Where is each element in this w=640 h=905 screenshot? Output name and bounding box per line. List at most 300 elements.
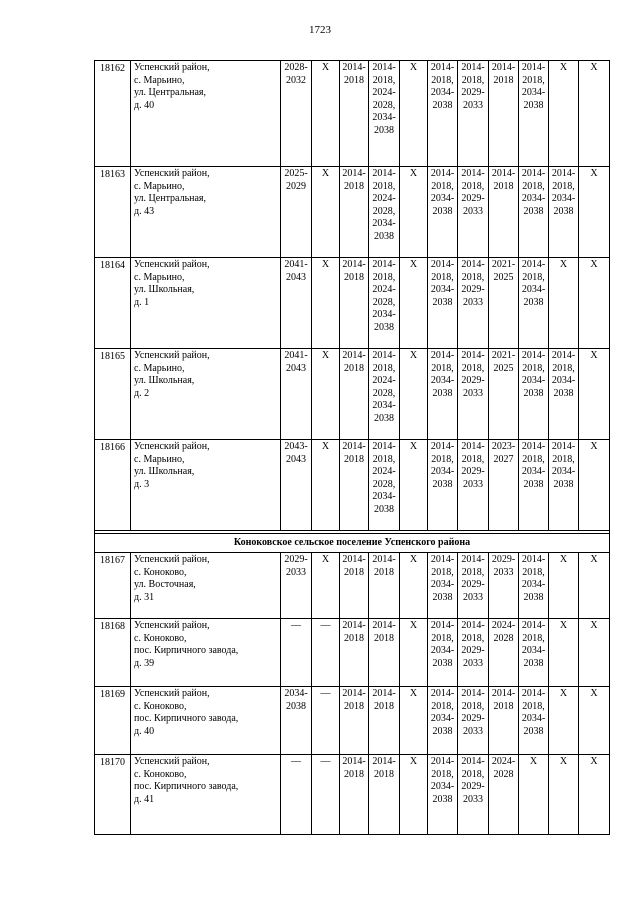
period-line: 2018, (522, 566, 545, 578)
period-line: 2014- (342, 168, 366, 179)
address-line: пос. Кирпичного завода, (134, 781, 239, 792)
address-line: с. Марьино, (134, 180, 185, 192)
period-line: 2018 (374, 700, 394, 712)
period-cell (458, 553, 489, 619)
period-line: 2018, (522, 271, 545, 283)
period-line: 2038 (432, 387, 453, 399)
period-line: 2018 (344, 566, 364, 578)
period-line: Х (559, 620, 568, 631)
period-line: 2033 (463, 657, 483, 669)
period-cell (428, 553, 458, 619)
period-cell (428, 755, 458, 835)
period-line: Х (409, 441, 418, 452)
period-line: 2024- (372, 87, 396, 98)
period-cell (400, 61, 428, 167)
period-line: 2014- (461, 756, 485, 767)
period-line: 2028, (372, 296, 396, 308)
period-line: 2018, (552, 453, 575, 465)
address-line: д. 3 (134, 478, 150, 490)
address-line: ул. Центральная, (134, 193, 207, 204)
address-line: ул. Восточная, (134, 579, 196, 590)
address-line: Успенский район, (134, 441, 210, 452)
period-cell (519, 687, 549, 755)
period-line: 2038 (523, 725, 544, 737)
period-line: 2014- (461, 620, 485, 631)
period-line: 2038 (374, 230, 394, 242)
period-line: 2025- (284, 168, 308, 179)
address-line: с. Марьино, (134, 362, 185, 374)
period-line: 2038 (286, 700, 306, 712)
period-line: 2018, (431, 271, 454, 283)
period-cell (549, 687, 579, 755)
period-line: 2014- (430, 554, 455, 565)
period-cell (312, 349, 340, 440)
period-line: 2014- (521, 620, 546, 631)
period-cell (458, 440, 489, 531)
period-cell (428, 61, 458, 167)
period-line: Х (321, 259, 330, 270)
period-line: 2014- (461, 62, 485, 73)
period-line: 2018 (493, 700, 514, 712)
period-line: 2038 (523, 205, 544, 217)
period-cell (281, 553, 312, 619)
period-line: 2014- (372, 62, 396, 73)
period-cell (281, 687, 312, 755)
period-line: 2043 (286, 453, 306, 465)
table-row (95, 755, 610, 835)
period-line: 2018 (493, 180, 514, 192)
period-cell (281, 258, 312, 349)
period-cell (281, 61, 312, 167)
period-line: 2029 (286, 180, 306, 192)
period-line: 2018, (461, 180, 485, 192)
period-line: 2029- (461, 645, 485, 656)
period-line: 2018, (552, 180, 575, 192)
period-line: 2014- (551, 441, 576, 452)
period-line: 2038 (553, 387, 574, 399)
period-cell (312, 440, 340, 531)
address-line: Успенский район, (134, 688, 210, 699)
period-line: 2014- (551, 350, 576, 361)
record-address (131, 687, 281, 755)
period-line: 2034- (372, 112, 396, 123)
period-cell (458, 687, 489, 755)
record-number: 18165 (95, 349, 131, 440)
period-cell (340, 553, 369, 619)
period-cell (458, 755, 489, 835)
period-line: 2029- (461, 193, 485, 204)
period-cell (400, 167, 428, 258)
period-line: 2034- (430, 193, 455, 204)
period-line: 2018, (461, 74, 485, 86)
period-line: 2038 (432, 99, 453, 111)
period-line: 2038 (523, 99, 544, 111)
period-line: Х (409, 168, 418, 179)
period-cell (458, 61, 489, 167)
period-cell (400, 258, 428, 349)
period-line: 2014- (521, 350, 546, 361)
period-line: Х (590, 441, 598, 452)
period-line: 2038 (432, 793, 453, 805)
address-line: д. 39 (134, 657, 155, 669)
period-line: 2014- (342, 688, 366, 699)
period-line: 2018, (461, 632, 485, 644)
period-line: Х (590, 554, 598, 565)
period-line: Х (409, 554, 418, 565)
address-line: Успенский район, (134, 259, 210, 270)
period-line: 2043- (284, 441, 308, 452)
period-line: 2028, (372, 387, 396, 399)
period-line: 2038 (432, 205, 453, 217)
period-line: 2025 (493, 271, 514, 283)
period-cell (579, 349, 610, 440)
period-line: 2018, (522, 453, 545, 465)
period-cell (549, 755, 579, 835)
period-line: 2034- (372, 400, 396, 411)
period-cell (579, 755, 610, 835)
period-cell (369, 687, 400, 755)
period-line: 2028 (493, 632, 514, 644)
period-line: — (291, 756, 301, 767)
period-cell (340, 349, 369, 440)
address-line: д. 1 (134, 296, 150, 308)
period-line: 2021- (491, 350, 516, 361)
period-line: 2024- (372, 466, 396, 477)
period-line: 2018, (431, 632, 454, 644)
period-line: 2038 (432, 478, 453, 490)
address-line: с. Коноково, (134, 768, 187, 780)
period-cell (549, 553, 579, 619)
period-cell (549, 619, 579, 687)
period-cell (369, 553, 400, 619)
period-line: 2014- (430, 756, 455, 767)
period-line: 2018, (522, 74, 545, 86)
period-line: Х (409, 350, 418, 361)
period-line: 2014- (461, 441, 485, 452)
period-line: 2014- (372, 168, 396, 179)
period-cell (428, 258, 458, 349)
period-line: 2034- (430, 579, 455, 590)
period-line: 2024- (491, 756, 516, 767)
period-cell (400, 755, 428, 835)
period-cell (312, 755, 340, 835)
period-cell (281, 755, 312, 835)
period-cell (549, 61, 579, 167)
period-line: 2018, (461, 700, 485, 712)
period-line: 2014- (521, 554, 546, 565)
period-line: 2034- (372, 218, 396, 229)
period-cell (281, 440, 312, 531)
period-line: Х (590, 62, 598, 73)
period-line: 2014- (372, 554, 396, 565)
period-line: 2014- (491, 688, 516, 699)
period-cell (458, 167, 489, 258)
period-cell (519, 553, 549, 619)
period-line: 2034- (430, 781, 455, 792)
period-cell (489, 687, 519, 755)
period-line: 2018 (344, 74, 364, 86)
period-line: 2038 (374, 503, 394, 515)
table-row (95, 61, 610, 167)
period-cell (340, 440, 369, 531)
address-line: пос. Кирпичного завода, (134, 645, 239, 656)
table-row (95, 440, 610, 531)
period-line: 2018, (431, 362, 454, 374)
period-line: 2038 (432, 296, 453, 308)
period-line: Х (321, 441, 330, 452)
period-line: Х (321, 554, 330, 565)
period-line: 2014- (430, 168, 455, 179)
period-cell (400, 619, 428, 687)
period-line: 2014- (372, 350, 396, 361)
period-line: 2014- (430, 688, 455, 699)
period-line: 2038 (432, 657, 453, 669)
records-body-after-section (95, 553, 610, 835)
address-line: ул. Школьная, (134, 375, 195, 386)
period-line: 2024- (372, 193, 396, 204)
period-cell (340, 167, 369, 258)
period-line: 2018 (493, 74, 514, 86)
period-line: 2034- (521, 579, 546, 590)
period-cell (458, 258, 489, 349)
period-line: 2018, (431, 700, 454, 712)
period-line: 2014- (342, 259, 366, 270)
period-line: 2014- (372, 756, 396, 767)
period-line: — (320, 756, 331, 767)
period-line: — (320, 620, 331, 631)
period-line: 2028, (372, 99, 396, 111)
address-line: с. Коноково, (134, 632, 187, 644)
period-line: 2014- (430, 441, 455, 452)
period-cell (458, 619, 489, 687)
period-cell (519, 755, 549, 835)
address-line: д. 31 (134, 591, 155, 603)
period-cell (281, 349, 312, 440)
period-line: 2029- (461, 284, 485, 295)
period-line: 2034- (521, 466, 546, 477)
period-line: 2014- (491, 168, 516, 179)
period-line: 2033 (286, 566, 306, 578)
period-cell (579, 258, 610, 349)
period-cell (340, 619, 369, 687)
table-row (95, 258, 610, 349)
period-cell (400, 440, 428, 531)
period-line: — (320, 688, 331, 699)
period-line: 2018, (522, 362, 545, 374)
period-line: 2018, (372, 271, 396, 283)
period-line: 2014- (491, 62, 516, 73)
period-cell (489, 553, 519, 619)
record-number: 18170 (95, 755, 131, 835)
address-line: с. Марьино, (134, 453, 185, 465)
period-line: 2018 (344, 271, 364, 283)
period-line: Х (559, 259, 568, 270)
period-cell (428, 687, 458, 755)
period-line: 2018, (522, 700, 545, 712)
period-cell (369, 440, 400, 531)
period-line: 2014- (372, 259, 396, 270)
period-cell (489, 258, 519, 349)
period-cell (369, 619, 400, 687)
period-line: Х (590, 756, 598, 767)
period-line: 2034- (284, 688, 308, 699)
record-number: 18168 (95, 619, 131, 687)
address-line: Успенский район, (134, 62, 210, 73)
period-line: 2034- (430, 87, 455, 98)
period-line: 2038 (523, 591, 544, 603)
period-line: 2038 (523, 478, 544, 490)
period-cell (400, 687, 428, 755)
period-line: 2023- (491, 441, 516, 452)
address-line: д. 43 (134, 205, 155, 217)
period-line: 2028- (284, 62, 308, 73)
period-line: 2034- (551, 375, 576, 386)
period-line: 2014- (342, 620, 366, 631)
period-line: Х (590, 620, 598, 631)
period-line: 2029- (461, 466, 485, 477)
period-line: Х (590, 168, 598, 179)
period-cell (312, 258, 340, 349)
page-number: 1723 (309, 24, 331, 36)
period-line: Х (590, 350, 598, 361)
period-line: 2033 (463, 205, 483, 217)
period-line: 2018 (374, 768, 394, 780)
period-cell (428, 440, 458, 531)
address-line: ул. Школьная, (134, 466, 195, 477)
period-line: 2014- (461, 554, 485, 565)
address-line: с. Коноково, (134, 566, 187, 578)
period-line: 2025 (493, 362, 514, 374)
period-line: 2014- (342, 441, 366, 452)
record-address (131, 167, 281, 258)
period-line: 2029- (284, 554, 308, 565)
period-line: 2027 (493, 453, 514, 465)
period-line: Х (529, 756, 538, 767)
period-line: 2014- (551, 168, 576, 179)
period-line: Х (559, 688, 568, 699)
records-body-before-section (95, 61, 610, 531)
section-row (95, 534, 610, 553)
address-line: ул. Центральная, (134, 87, 207, 98)
address-line: пос. Кирпичного завода, (134, 713, 239, 724)
period-line: 2034- (521, 645, 546, 656)
period-line: 2014- (461, 168, 485, 179)
period-line: 2033 (493, 566, 514, 578)
period-line: 2038 (523, 296, 544, 308)
period-cell (458, 349, 489, 440)
period-cell (519, 258, 549, 349)
period-cell (519, 619, 549, 687)
record-number: 18164 (95, 258, 131, 349)
period-line: 2024- (372, 284, 396, 295)
period-line: 2014- (342, 756, 366, 767)
address-line: Успенский район, (134, 350, 210, 361)
period-cell (369, 349, 400, 440)
record-address (131, 440, 281, 531)
period-line: 2043 (286, 362, 306, 374)
period-line: 2014- (430, 259, 455, 270)
period-cell (369, 61, 400, 167)
period-line: 2021- (491, 259, 516, 270)
period-line: Х (409, 620, 418, 631)
period-line: 2034- (430, 375, 455, 386)
record-address (131, 553, 281, 619)
period-cell (579, 167, 610, 258)
period-line: 2034- (430, 645, 455, 656)
period-line: 2038 (374, 321, 394, 333)
period-cell (400, 349, 428, 440)
period-cell (369, 755, 400, 835)
record-number: 18162 (95, 61, 131, 167)
period-line: 2014- (372, 688, 396, 699)
period-line: 2014- (342, 554, 366, 565)
period-cell (579, 61, 610, 167)
period-line: 2034- (521, 713, 546, 724)
period-line: 2043 (286, 271, 306, 283)
address-line: Успенский район, (134, 554, 210, 565)
period-line: 2018, (431, 180, 454, 192)
period-line: 2018, (372, 74, 396, 86)
table-row (95, 553, 610, 619)
period-cell (489, 349, 519, 440)
period-cell (579, 553, 610, 619)
address-line: Успенский район, (134, 756, 210, 767)
period-cell (281, 619, 312, 687)
address-line: с. Марьино, (134, 271, 185, 283)
period-line: Х (559, 756, 568, 767)
period-line: — (291, 620, 301, 631)
period-line: 2018 (374, 566, 394, 578)
period-line: 2018 (344, 453, 364, 465)
period-line: 2029- (461, 87, 485, 98)
period-line: 2028, (372, 205, 396, 217)
period-line: 2018 (344, 180, 364, 192)
record-address (131, 258, 281, 349)
period-line: 2038 (432, 725, 453, 737)
period-line: 2018 (374, 632, 394, 644)
period-line: 2018, (372, 180, 396, 192)
period-line: Х (321, 350, 330, 361)
period-line: Х (321, 62, 330, 73)
period-line: 2038 (523, 657, 544, 669)
record-number: 18163 (95, 167, 131, 258)
period-line: 2018, (552, 362, 575, 374)
period-cell (400, 553, 428, 619)
period-line: 2029- (461, 375, 485, 386)
period-cell (428, 349, 458, 440)
period-line: 2018, (522, 180, 545, 192)
address-line: с. Коноково, (134, 700, 187, 712)
period-line: 2033 (463, 591, 483, 603)
period-line: 2018, (431, 74, 454, 86)
period-line: 2034- (372, 309, 396, 320)
period-line: 2018, (522, 632, 545, 644)
period-cell (549, 349, 579, 440)
period-line: 2018, (431, 566, 454, 578)
period-cell (489, 61, 519, 167)
period-line: 2014- (461, 350, 485, 361)
record-address (131, 349, 281, 440)
period-cell (312, 619, 340, 687)
table-row (95, 687, 610, 755)
period-line: 2014- (372, 620, 396, 631)
period-line: 2033 (463, 793, 483, 805)
period-cell (549, 167, 579, 258)
period-line: 2014- (461, 259, 485, 270)
period-line: 2014- (521, 441, 546, 452)
period-cell (549, 258, 579, 349)
period-line: 2024- (491, 620, 516, 631)
